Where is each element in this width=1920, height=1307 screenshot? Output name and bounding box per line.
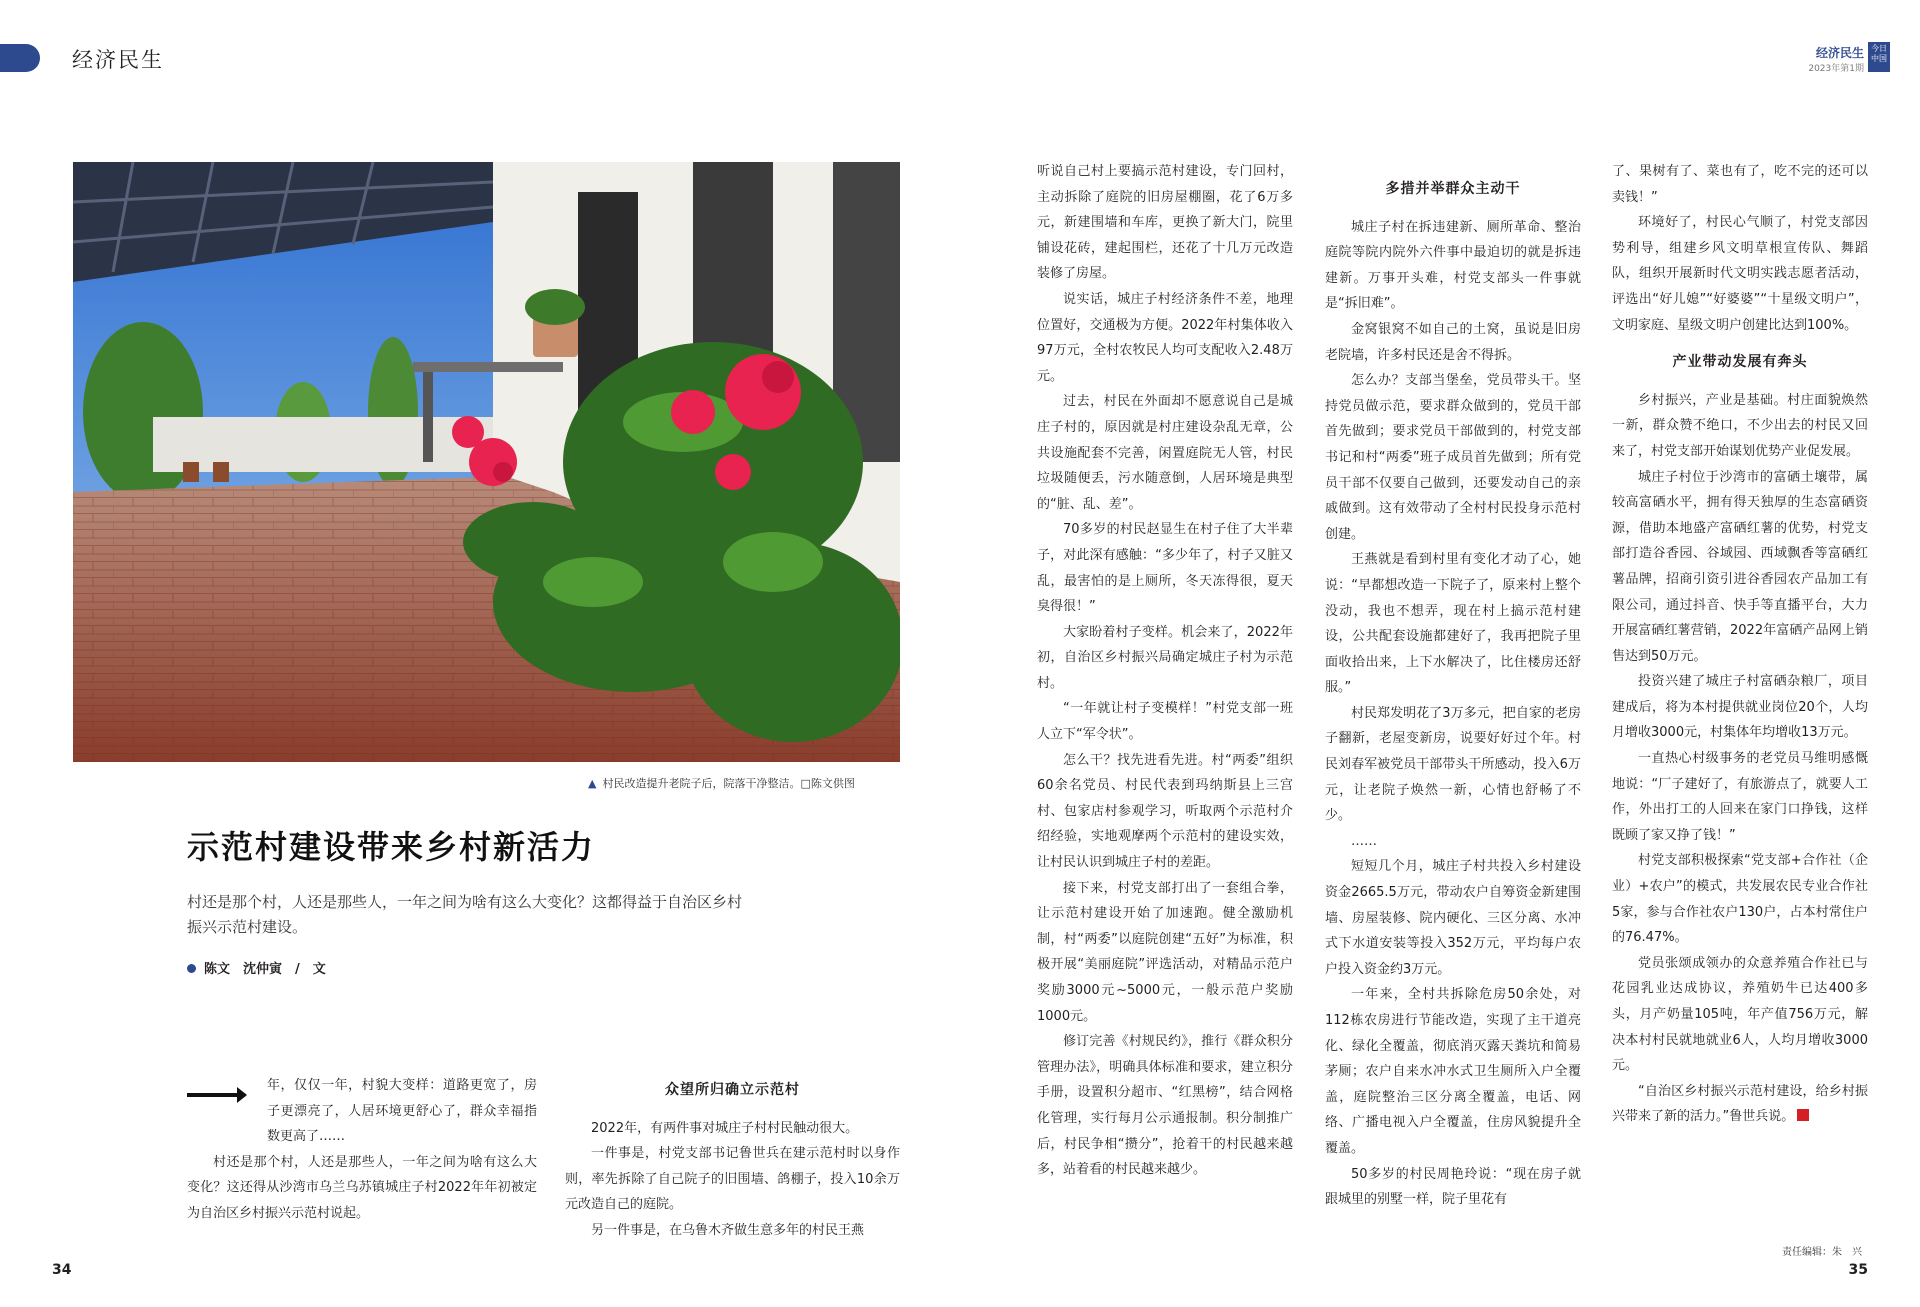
opening-paragraph: 年，仅仅一年，村貌大变样：道路更宽了，房子更漂亮了，人居环境更舒心了，群众幸福指数更高了…… (267, 1078, 537, 1145)
paragraph: 金窝银窝不如自己的土窝，虽说是旧房老院墙，许多村民还是舍不得拆。 (1325, 321, 1581, 363)
paragraph: 说实话，城庄子村经济条件不差，地理位置好，交通极为方便。2022年村集体收入97万元，全村农牧民人均可支配收入2.48万元。 (1037, 291, 1293, 384)
article-headline: 示范村建设带来乡村新活力 (187, 828, 596, 866)
paragraph: …… (1351, 833, 1377, 849)
paragraph: 2022年，有两件事对城庄子村村民触动很大。 (591, 1120, 859, 1136)
magazine-badge: 今日中国 (1868, 42, 1890, 72)
paragraph: 城庄子村位于沙湾市的富硒土壤带，属较高富硒水平，拥有得天独厚的生态富硒资源，借助本地盛产富硒红薯的优势，村党支部打造谷香园、谷域园、西域飘香等富硒红薯品牌，招商引资引进谷香园农产品加工有限公司，通过抖音、快手等直播平台，大力开展富硒红薯营销，2022年富硒产品网上销售达到50万元。 (1612, 469, 1868, 664)
running-header-issue: 2023年第1期 (1808, 64, 1864, 74)
section-title: 经济民生 (72, 48, 164, 72)
paragraph: 了、果树有了、菜也有了，吃不完的还可以卖钱！” (1612, 164, 1868, 205)
section-tab-marker (0, 44, 40, 72)
paragraph: 一直热心村级事务的老党员马维明感慨地说：“厂子建好了，有旅游点了，就要人工作，外出打工的人回来在家门口挣钱，这样既顾了家又挣了钱！” (1612, 751, 1868, 843)
paragraph: 70多岁的村民赵显生在村子住了大半辈子，对此深有感触：“多少年了，村子又脏又乱，最害怕的是上厕所，冬天冻得很，夏天臭得很！” (1037, 522, 1293, 615)
page-number-left: 34 (52, 1262, 72, 1278)
paragraph: 怎么办？支部当堡垒，党员带头干。坚持党员做示范，要求群众做到的，党员干部首先做到；要求党员干部做到的，村党支部书记和村“两委”班子成员首先做到；所有党员干部不仅要自己做到，还要发动自己的亲戚做到。这有效带动了全村村民投身示范村创建。 (1325, 373, 1581, 542)
paragraph: 村党支部积极探索“党支部+合作社（企业）+农户”的模式，共发展农民专业合作社5家，参与合作社农户130户，占本村常住户的76.47%。 (1612, 853, 1868, 946)
paragraph: 王燕就是看到村里有变化才动了心，她说：“早都想改造一下院子了，原来村上整个没动，我也不想弄，现在村上搞示范村建设，公共配套设施都建好了，我再把院子里面收拾出来，上下水解决了，比住楼房还舒服。” (1325, 552, 1581, 696)
byline-dot-icon (187, 964, 196, 973)
body-column-3 (1037, 159, 1293, 1183)
caption-credit: □陈文供图 (800, 777, 855, 790)
responsible-editor: 责任编辑：朱 兴 (1782, 1247, 1862, 1258)
byline-text: 陈文 沈仲寅 / 文 (204, 962, 326, 977)
paragraph: 接下来，村党支部打出了一套组合拳，让示范村建设开始了加速跑。健全激励机制，村“两委”以庭院创建“五好”为标准，积极开展“美丽庭院”评选活动，对精品示范户奖励3000元~5000元，一般示范户奖励1000元。 (1037, 880, 1293, 1024)
body-column-2 (565, 1073, 900, 1244)
paragraph: 投资兴建了城庄子村富硒杂粮厂，项目建成后，将为本村提供就业岗位20个，人均月增收3000元，村集体年均增收13万元。 (1612, 674, 1868, 741)
subheading: 多措并举群众主动干 (1385, 181, 1521, 197)
paragraph: 50多岁的村民周艳玲说：“现在房子就跟城里的别墅一样，院子里花有 (1325, 1166, 1581, 1208)
photo-caption (588, 775, 855, 791)
courtyard-photo (73, 162, 900, 762)
running-header-section: 经济民生 (1815, 46, 1864, 60)
caption-triangle-icon: ▲ (588, 777, 597, 790)
byline (187, 958, 326, 977)
paragraph: 城庄子村在拆违建新、厕所革命、整治庭院等院内院外六件事中最迫切的就是拆违建新。万事开头难，村党支部头一件事就是“拆旧难”。 (1325, 219, 1581, 312)
paragraph: 党员张颂成领办的众意养殖合作社已与花园乳业达成协议，养殖奶牛已达400多头，月产奶量105吨，年产值756万元，解决本村村民就地就业6人，人均月增收3000元。 (1612, 955, 1868, 1074)
paragraph: 一件事是，村党支部书记鲁世兵在建示范村时以身作则，率先拆除了自己院子的旧围墙、鸽棚子，投入10余万元改造自己的庭院。 (565, 1146, 900, 1213)
paragraph: 村还是那个村，人还是那些人，一年之间为啥有这么大变化？这还得从沙湾市乌兰乌苏镇城庄子村2022年年初被定为自治区乡村振兴示范村说起。 (187, 1154, 537, 1221)
body-column-4 (1325, 172, 1581, 1213)
paragraph: 修订完善《村规民约》，推行《群众积分管理办法》，明确具体标准和要求，建立积分手册，设置积分超市、“红黑榜”，结合网格化管理，实行每月公示通报制。积分制推广后，村民争相“攒分”，抢着干的村民越来越多，站着看的村民越来越少。 (1037, 1034, 1293, 1178)
paragraph-final (1612, 1079, 1868, 1130)
paragraph: 短短几个月，城庄子村共投入乡村建设资金2665.5万元，带动农户自筹资金新建围墙、房屋装修、院内硬化、三区分离、水冲式下水道安装等投入352万元，平均每户农户投入资金约3万元。 (1325, 859, 1581, 977)
body-column-1 (187, 1073, 537, 1227)
paragraph: 环境好了，村民心气顺了，村党支部因势利导，组建乡风文明草根宣传队、舞蹈队，组织开展新时代文明实践志愿者活动，评选出“好儿媳”“好婆婆”“十星级文明户”，文明家庭、星级文明户创建比达到100%。 (1612, 215, 1868, 333)
paragraph: 听说自己村上要搞示范村建设，专门回村，主动拆除了庭院的旧房屋棚圈，花了6万多元，新建围墙和车库，更换了新大门，院里铺设花砖，建起围栏，还花了十几万元改造装修了房屋。 (1037, 164, 1293, 282)
paragraph: 另一件事是，在乌鲁木齐做生意多年的村民王燕 (591, 1222, 865, 1238)
right-page (960, 0, 1920, 1307)
article-intro: 村还是那个村，人还是那些人，一年之间为啥有这么大变化？这都得益于自治区乡村振兴示范村建设。 (187, 893, 743, 936)
subheading: 众望所归确立示范村 (665, 1082, 800, 1098)
paragraph: 过去，村民在外面却不愿意说自己是城庄子村的，原因就是村庄建设杂乱无章，公共设施配套不完善，闲置庭院无人管，村民垃圾随便丢，污水随意倒，人居环境是典型的“脏、乱、差”。 (1037, 394, 1293, 512)
caption-text: 村民改造提升老院子后，院落干净整洁。 (602, 777, 801, 790)
paragraph: “一年就让村子变模样！”村党支部一班人立下“军令状”。 (1037, 701, 1293, 743)
final-sentence: “自治区乡村振兴示范村建设，给乡村振兴带来了新的活力。”鲁世兵说。 (1612, 1083, 1868, 1125)
paragraph: 村民郑发明花了3万多元，把自家的老房子翻新，老屋变新房，说要好好过个年。村民刘春军被党员干部带头干所感动，投入6万元，让老院子焕然一新，心情也舒畅了不少。 (1325, 705, 1581, 824)
end-mark-icon (1797, 1109, 1809, 1121)
paragraph: 一年来，全村共拆除危房50余处，对112栋农房进行节能改造，实现了主干道亮化、绿化全覆盖，彻底消灭露天粪坑和简易茅厕；农户自来水冲水式卫生厕所入户全覆盖，庭院整治三区分离全覆盖，电话、网络、广播电视入户全覆盖，住房风貌提升全覆盖。 (1325, 987, 1581, 1156)
paragraph: 怎么干？找先进看先进。村“两委”组织60余名党员、村民代表到玛纳斯县上三宫村、包家店村参观学习，听取两个示范村介绍经验，实地观摩两个示范村的建设实效，让村民认识到城庄子村的差距。 (1037, 752, 1293, 871)
paragraph: 大家盼着村子变样。机会来了，2022年初，自治区乡村振兴局确定城庄子村为示范村。 (1037, 624, 1293, 691)
body-column-5 (1612, 159, 1868, 1130)
paragraph: 乡村振兴，产业是基础。村庄面貌焕然一新，群众赞不绝口，不少出去的村民又回来了，村党支部开始谋划优势产业促发展。 (1612, 392, 1868, 459)
courtyard-illustration (73, 162, 900, 762)
subheading: 产业带动发展有奔头 (1672, 354, 1808, 371)
running-header (1808, 44, 1864, 74)
page-number-right: 35 (1848, 1262, 1868, 1278)
